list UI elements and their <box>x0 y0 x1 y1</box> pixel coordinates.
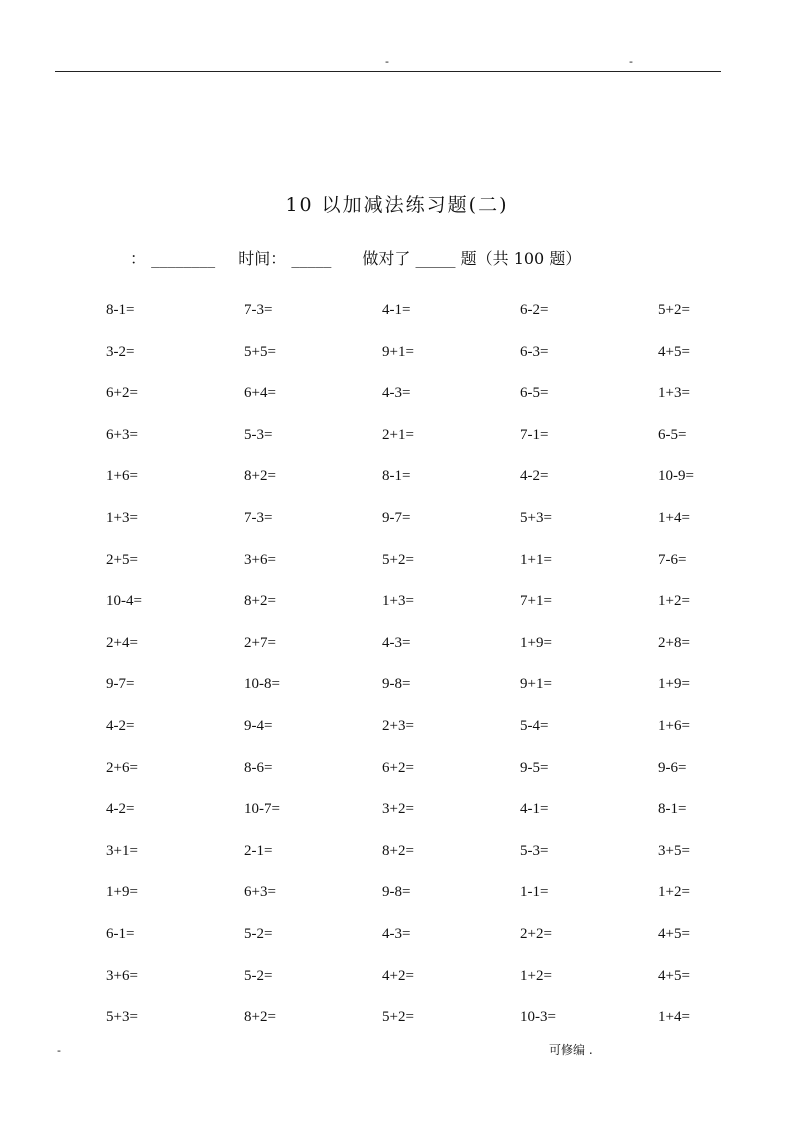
problem-79: 2+2= <box>520 926 552 942</box>
problem-17: 5-3= <box>244 426 273 443</box>
problem-58: 6+2= <box>382 759 414 776</box>
problem-43: 4-3= <box>382 634 411 651</box>
problem-82: 5-2= <box>244 967 273 984</box>
page-title: 10 以加减法练习题(二) <box>285 194 509 216</box>
problem-86: 5+3= <box>106 1009 138 1026</box>
problem-47: 10-8= <box>244 676 280 693</box>
problem-19: 7-1= <box>520 426 549 443</box>
problem-74: 1-1= <box>520 884 549 901</box>
problem-9: 6-3= <box>520 343 549 360</box>
problem-69: 5-3= <box>520 842 549 859</box>
problem-8: 9+1= <box>382 343 414 360</box>
problem-84: 1+2= <box>520 967 552 984</box>
problem-34: 1+1= <box>520 551 552 568</box>
problem-23: 8-1= <box>382 468 411 485</box>
problem-22: 8+2= <box>244 468 276 485</box>
time-blank[interactable]: _____ <box>291 249 332 268</box>
problem-3: 4-1= <box>382 302 411 318</box>
problem-28: 9-7= <box>382 510 411 526</box>
problem-30: 1+4= <box>658 510 690 526</box>
problem-35: 7-6= <box>658 551 687 568</box>
problem-6: 3-2= <box>106 343 135 360</box>
problem-77: 5-2= <box>244 926 273 942</box>
problem-32: 3+6= <box>244 551 276 568</box>
problem-15: 1+3= <box>658 385 690 402</box>
problem-36: 10-4= <box>106 593 142 610</box>
problem-7: 5+5= <box>244 343 276 360</box>
problem-5: 5+2= <box>658 302 690 318</box>
problem-80: 4+5= <box>658 926 690 942</box>
problem-81: 3+6= <box>106 967 138 984</box>
problem-52: 9-4= <box>244 718 273 734</box>
problem-10: 4+5= <box>658 343 690 360</box>
problem-39: 7+1= <box>520 593 552 610</box>
problem-62: 10-7= <box>244 801 280 818</box>
problem-20: 6-5= <box>658 426 687 443</box>
problem-46: 9-7= <box>106 676 135 693</box>
correct-suffix: 题（共 100 题） <box>460 249 582 268</box>
problem-11: 6+2= <box>106 385 138 402</box>
problem-24: 4-2= <box>520 468 549 485</box>
problem-2: 7-3= <box>244 302 273 318</box>
problem-66: 3+1= <box>106 842 138 859</box>
problem-44: 1+9= <box>520 634 552 651</box>
problem-37: 8+2= <box>244 593 276 610</box>
header-mark-right: - <box>629 55 633 68</box>
name-blank[interactable]: ________ <box>151 249 216 268</box>
problem-59: 9-5= <box>520 759 549 776</box>
problem-25: 10-9= <box>658 468 694 485</box>
problem-50: 1+9= <box>658 676 690 693</box>
problem-83: 4+2= <box>382 967 414 984</box>
header-mark-left: - <box>385 55 389 68</box>
correct-blank[interactable]: _____ <box>415 249 456 268</box>
header-rule <box>55 71 721 72</box>
problem-85: 4+5= <box>658 967 690 984</box>
problem-73: 9-8= <box>382 884 411 901</box>
problem-90: 1+4= <box>658 1009 690 1026</box>
problem-53: 2+3= <box>382 718 414 734</box>
problem-40: 1+2= <box>658 593 690 610</box>
problem-56: 2+6= <box>106 759 138 776</box>
problem-38: 1+3= <box>382 593 414 610</box>
problem-54: 5-4= <box>520 718 549 734</box>
problem-64: 4-1= <box>520 801 549 818</box>
problem-16: 6+3= <box>106 426 138 443</box>
problem-57: 8-6= <box>244 759 273 776</box>
problem-33: 5+2= <box>382 551 414 568</box>
problem-29: 5+3= <box>520 510 552 526</box>
correct-label: 做对了 <box>362 249 411 268</box>
problem-70: 3+5= <box>658 842 690 859</box>
problem-51: 4-2= <box>106 718 135 734</box>
problem-89: 10-3= <box>520 1009 556 1026</box>
problem-76: 6-1= <box>106 926 135 942</box>
problem-63: 3+2= <box>382 801 414 818</box>
problem-4: 6-2= <box>520 302 549 318</box>
footer-note: 可修编 . <box>549 1043 593 1057</box>
problem-26: 1+3= <box>106 510 138 526</box>
problem-60: 9-6= <box>658 759 687 776</box>
problem-67: 2-1= <box>244 842 273 859</box>
problem-13: 4-3= <box>382 385 411 402</box>
problem-21: 1+6= <box>106 468 138 485</box>
problem-68: 8+2= <box>382 842 414 859</box>
problem-71: 1+9= <box>106 884 138 901</box>
info-row <box>130 246 581 269</box>
problem-78: 4-3= <box>382 926 411 942</box>
problem-41: 2+4= <box>106 634 138 651</box>
problem-31: 2+5= <box>106 551 138 568</box>
problem-72: 6+3= <box>244 884 276 901</box>
problem-75: 1+2= <box>658 884 690 901</box>
time-label: 时间： <box>238 249 287 268</box>
problem-87: 8+2= <box>244 1009 276 1026</box>
footer-mark: - <box>57 1044 61 1057</box>
name-label: ： <box>130 249 147 268</box>
problem-12: 6+4= <box>244 385 276 402</box>
problem-61: 4-2= <box>106 801 135 818</box>
problem-27: 7-3= <box>244 510 273 526</box>
problem-14: 6-5= <box>520 385 549 402</box>
problem-42: 2+7= <box>244 634 276 651</box>
problem-49: 9+1= <box>520 676 552 693</box>
problem-18: 2+1= <box>382 426 414 443</box>
problem-48: 9-8= <box>382 676 411 693</box>
problem-1: 8-1= <box>106 302 135 318</box>
problem-65: 8-1= <box>658 801 687 818</box>
problem-55: 1+6= <box>658 718 690 734</box>
problem-88: 5+2= <box>382 1009 414 1026</box>
problem-45: 2+8= <box>658 634 690 651</box>
